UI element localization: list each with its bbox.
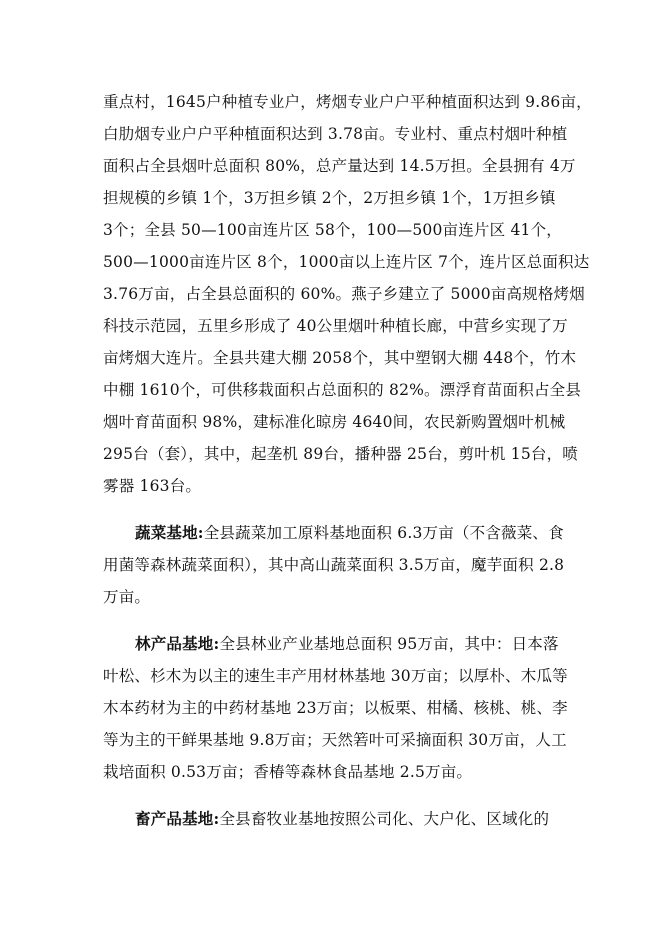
text-line: 栽培面积 0.53万亩；香椿等森林食品基地 2.5万亩。 [103, 763, 473, 781]
text-line [103, 628, 569, 660]
text-line: 烟叶育苗面积 98%，建标准化晾房 4640间，农民新购置烟叶机械 [103, 413, 566, 431]
text-line: 白肋烟专业户户平种植面积达到 3.78亩。专业村、重点村烟叶种植 [103, 125, 568, 143]
text-line: 3.76万亩，占全县总面积的 60%。燕子乡建立了 5000亩高规格烤烟 [103, 285, 585, 303]
text-line: 295台（套），其中，起垄机 89台，播种器 25台，剪叶机 15台，喷 [103, 445, 578, 463]
text-line [103, 803, 569, 835]
text-line: 500—1000亩连片区 8个，1000亩以上连片区 7个，连片区总面积达 [103, 253, 590, 271]
text-line: 重点村，1645户种植专业户，烤烟专业户户平种植面积达到 9.86亩， [103, 93, 592, 111]
text-line: 木本药材为主的中药材基地 23万亩；以板栗、柑橘、核桃、桃、李 [103, 699, 568, 717]
paragraph-forest-base [103, 628, 569, 788]
paragraph-gap [103, 502, 569, 517]
section-heading: 畜产品基地: [135, 809, 220, 828]
paragraph-gap [103, 788, 569, 803]
text-line [103, 517, 569, 549]
text-line: 亩烤烟大连片。全县共建大棚 2058个，其中塑钢大棚 448个，竹木 [103, 349, 577, 367]
text-line: 用菌等森林蔬菜面积），其中高山蔬菜面积 3.5万亩，魔芋面积 2.8 [103, 556, 565, 574]
paragraph-livestock-base [103, 803, 569, 835]
text-line: 面积占全县烟叶总面积 80%，总产量达到 14.5万担。全县拥有 4万 [103, 157, 576, 175]
document-body [103, 86, 592, 835]
text-line: 担规模的乡镇 1个，3万担乡镇 2个，2万担乡镇 1个，1万担乡镇 [103, 189, 556, 207]
text-line: 雾器 163台。 [103, 477, 202, 495]
text-line: 中棚 1610个，可供移栽面积占总面积的 82%。漂浮育苗面积占全县 [103, 381, 582, 399]
text-line: 等为主的干鲜果基地 9.8万亩；天然箬叶可采摘面积 30万亩，人工 [103, 731, 567, 749]
paragraph-gap [103, 613, 569, 628]
paragraph-tobacco [103, 86, 592, 502]
text-line: 叶松、杉木为以主的速生丰产用材林基地 30万亩；以厚朴、木瓜等 [103, 667, 568, 685]
text-run: 全县蔬菜加工原料基地面积 6.3万亩（不含薇菜、食 [203, 524, 564, 542]
text-line: 科技示范园，五里乡形成了 40公里烟叶种植长廊，中营乡实现了万 [103, 317, 568, 335]
section-heading: 蔬菜基地: [135, 523, 204, 542]
text-line: 万亩。 [103, 588, 151, 606]
paragraph-vegetable-base [103, 517, 569, 613]
section-heading: 林产品基地: [135, 634, 220, 653]
text-run: 全县林业产业基地总面积 95万亩，其中：日本落 [219, 635, 559, 653]
text-run: 全县畜牧业基地按照公司化、大户化、区域化的 [219, 810, 550, 828]
text-line: 3个；全县 50—100亩连片区 58个，100—500亩连片区 41个， [103, 221, 562, 239]
